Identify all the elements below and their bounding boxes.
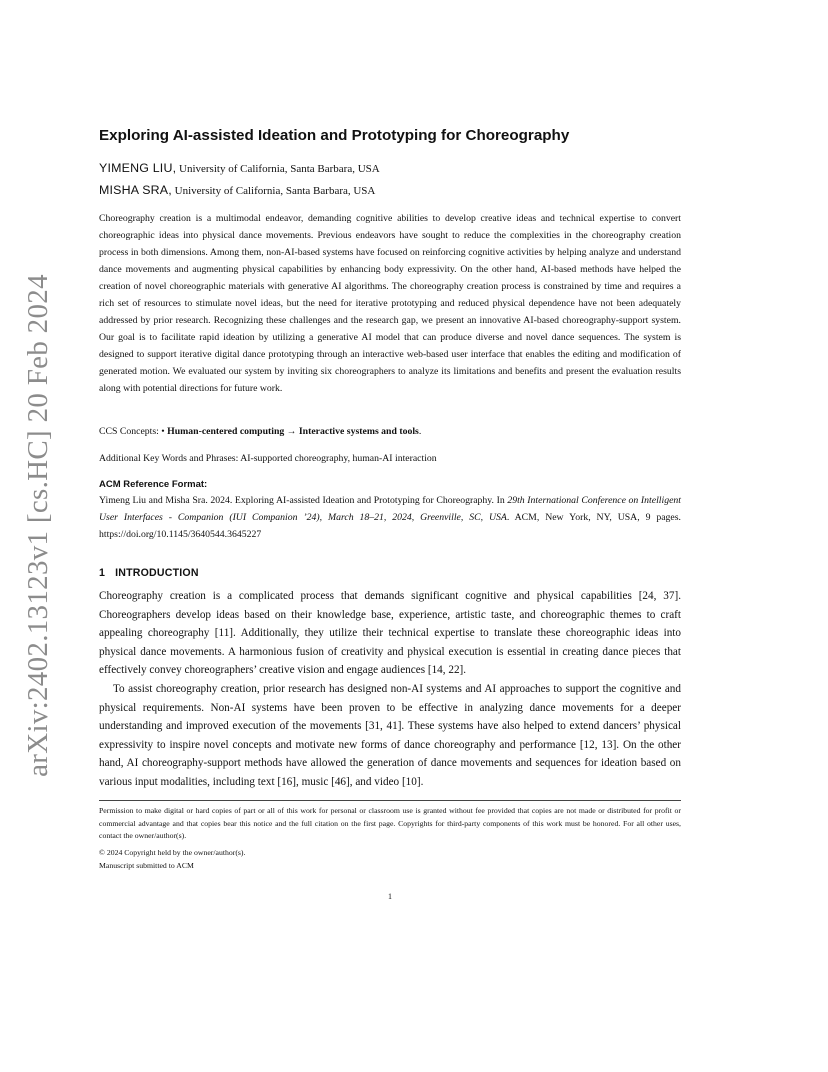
section-number: 1: [99, 567, 106, 579]
paper-title: Exploring AI-assisted Ideation and Prototyping for Choreography: [99, 127, 570, 144]
ccs-concepts: [99, 424, 681, 439]
ccs-suffix: .: [418, 426, 422, 437]
reference-authors-title: Yimeng Liu and Misha Sra. 2024. Exploring AI-assisted Ideation and Prototyping for Choreography. In: [99, 495, 508, 506]
author-name: MISHA SRA,: [99, 183, 172, 197]
keywords: Additional Key Words and Phrases: AI-supported choreography, human-AI interaction: [99, 453, 437, 464]
permission-footnote: Permission to make digital or hard copies of part or all of this work for personal or classroom use is granted without fee provided that copies are not made or distributed for profit or commercial advantage and that copies bear this notice and the full citation on the first page. Copyrights for third-party components of this work must be honored. For all other uses, contact the owner/author(s).: [99, 806, 681, 841]
reference-venue: 29th International Conference on Intelligent User Interfaces - Companion (IUI Companion ’24), March 18–21, 2024, Greenville, SC, USA: [99, 495, 681, 523]
author-affiliation: University of California, Santa Barbara, USA: [176, 163, 380, 175]
copyright-notice: © 2024 Copyright held by the owner/author(s).: [99, 848, 246, 857]
author-affiliation: University of California, Santa Barbara, USA: [171, 185, 376, 197]
section-title: INTRODUCTION: [115, 567, 199, 579]
arxiv-identifier-text: arXiv:2402.13123v1 [cs.HC] 20 Feb 2024: [21, 273, 54, 777]
body-paragraph: To assist choreography creation, prior research has designed non-AI systems and AI approaches to support the cognitive and physical requirements. Non-AI systems have been proven to be effective in analyzing dance movements for a deeper understanding and improved execution of the movements [31, 41]. These systems have also helped to extend dancers’ physical expressivity to inspire novel concepts and motivate new forms of dance choreography and performance [12, 13]. On the other hand, AI choreography-support methods have allowed the generation of dance movements and sequences for ideation based on various input modalities, including text [16], music [46], and video [10].: [99, 683, 681, 788]
page-number: 1: [388, 892, 392, 901]
footnote-divider: [99, 800, 681, 801]
author-entry: [99, 161, 681, 177]
body-paragraph: Choreography creation is a complicated process that demands significant cognitive and physical capabilities [24, 37]. Choreographers develop ideas based on their knowledge base, experience, artistic taste, and choreographic themes to craft appealing choreography [11]. Additionally, they utilize their technical expertise to translate these choreographic ideas into physical dance movements. A harmonious fusion of creativity and physical execution is essential in creating dance pieces that effectively convey choreographers’ creative vision and engage audiences [14, 22].: [99, 590, 681, 676]
author-entry: [99, 183, 681, 199]
arxiv-identifier-stamp: [18, 273, 58, 777]
ccs-prefix: CCS Concepts: •: [99, 426, 168, 437]
author-name: YIMENG LIU,: [99, 161, 177, 175]
ccs-concept: Human-centered computing → Interactive systems and tools: [167, 426, 419, 437]
section-heading: [99, 565, 199, 581]
manuscript-notice: Manuscript submitted to ACM: [99, 861, 194, 870]
reference-tail: . ACM, New York, NY, USA, 9 pages. https://doi.org/10.1145/3640544.3645227: [99, 512, 681, 540]
reference-format-heading: ACM Reference Format:: [99, 479, 208, 490]
reference-format-text: [99, 492, 681, 543]
abstract: Choreography creation is a multimodal endeavor, demanding cognitive abilities to develop creative ideas and technical expertise to convert choreographic ideas into physical dance movements. Previous endeavors have sought to reduce the complexities in the choreography creation process in both dimensions. Among them, non-AI-based systems have focused on reinforcing cognitive activities by helping analyze and understand dance movements and augmenting physical capabilities by enhancing body expressivity. On the other hand, AI-based methods have helped the creation of novel choreographic materials with generative AI algorithms. The choreography creation process is constrained by time and requires a rich set of resources to stimulate novel ideas, but the need for iterative prototyping and reduced physical dependence have not been adequately addressed by prior research. Recognizing these challenges and the research gap, we present an innovative AI-based choreography-support system. Our goal is to facilitate rapid ideation by utilizing a generative AI model that can produce diverse and novel dance sequences. The system is designed to support iterative digital dance prototyping through an interactive web-based user interface that enables the editing and modification of generated motion. We evaluated our system by inviting six choreographers to analyze its limitations and benefits and present the evaluation results along with potential directions for future work.: [99, 213, 681, 394]
